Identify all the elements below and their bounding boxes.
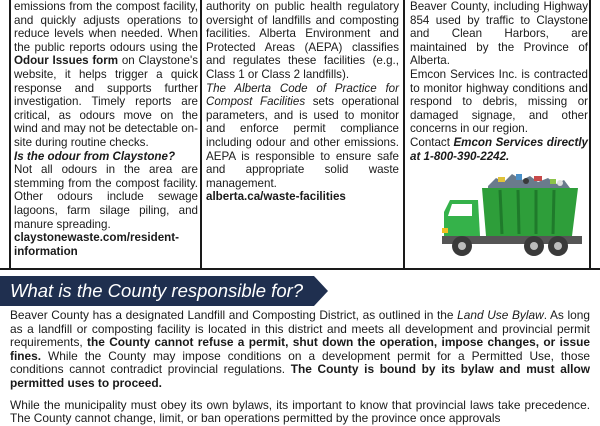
odour-issues-form-reference: Odour Issues form (14, 54, 119, 68)
highway-paragraph: Beaver County, including Highway 854 used by traffic to Claystone and Clean Harbors, are maintained by the Province of Alberta. (410, 0, 588, 68)
county-responsibility-text (10, 309, 590, 426)
column-province (206, 0, 399, 268)
aepa-paragraph: authority on public health regulatory oversight of landfills and composting facilities. Alberta Environment and Protected Areas (AEPA) classifies and regulates these facilities (e.g., Class 1 or Class 2 landfills). (206, 0, 399, 81)
column-claystone (14, 0, 198, 268)
odour-monitoring-paragraph: emissions from the compost facility, and quickly adjusts operations to reduce levels when needed. When the public reports odours using the Odour Issues form on Claystone's website, it helps trigger a quick response and supports further investigation. Timely reports are critical, as odours move on the wind and may not be detectable on-site during routine checks. (14, 0, 199, 149)
land-use-bylaw-title: Land Use Bylaw (457, 308, 544, 322)
column-divider (589, 0, 591, 270)
claystone-resident-link[interactable]: claystonewaste.com/resident-information (14, 231, 179, 258)
section-heading: What is the County responsible for? (10, 280, 304, 301)
county-paragraph-2: While the municipality must obey its own bylaws, its important to know that provincial laws take precedence. The County cannot change, limit, or ban operations permitted by the province once approvals (10, 397, 590, 426)
column-divider (9, 0, 11, 270)
garbage-truck-icon (438, 172, 586, 262)
emcon-phone: Emcon Services directly at 1-800-390-2242. (410, 135, 588, 163)
emcon-contact: Contact Emcon Services directly at 1-800-390-2242. (410, 135, 588, 163)
county-limits-statement: the County cannot refuse a permit, shut down the operation, impose changes, or issue fines. (10, 335, 590, 363)
emcon-paragraph: Emcon Services Inc. is contracted to monitor highway conditions and respond to debris, missing or damaged signage, and other concerns in our region. (410, 67, 588, 136)
compost-code-title: The Alberta Code of Practice for Compost Facilities (206, 81, 399, 109)
alberta-waste-link[interactable]: alberta.ca/waste-facilities (206, 190, 346, 204)
column-divider (200, 0, 202, 270)
odour-question-heading: Is the odour from Claystone? (14, 149, 176, 163)
compost-code-paragraph: The Alberta Code of Practice for Compost Facilities sets operational parameters, and is used to monitor and enforce permit compliance including odour and other emissions. AEPA is responsible to ensure safe and appropriate solid waste management. (206, 81, 400, 190)
column-divider (403, 0, 405, 270)
odour-answer-paragraph: Not all odours in the area are stemming from the compost facility. Other odours include sewage lagoons, farm silage piling, and manure spreading. (14, 163, 198, 231)
section-banner (0, 276, 330, 306)
county-paragraph-1: Beaver County has a designated Landfill and Composting District, as outlined in the Land Use Bylaw. As long as a landfill or composting facility is located in this district and meets all development and provincial permit requirements, the County cannot refuse a permit, shut down the operation, impose changes, or issue fines. While the County may impose conditions on a development permit for a Permitted Use, those conditions cannot contradict provincial regulations. The County is bound by its bylaw and must allow permitted uses to proceed. (10, 308, 590, 390)
county-bylaw-statement: The County is bound by its bylaw and must allow permitted uses to proceed. (10, 362, 590, 390)
